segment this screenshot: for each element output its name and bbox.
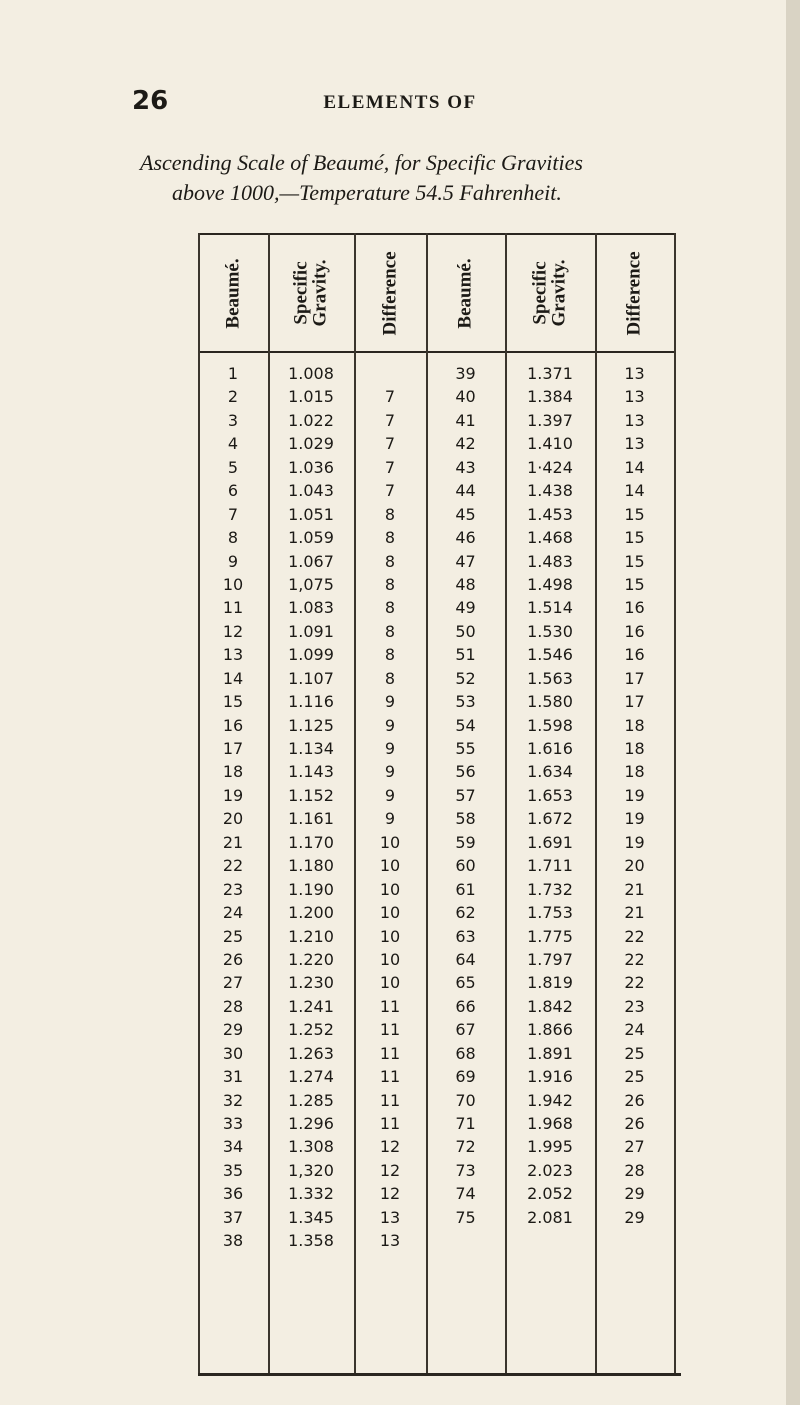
caption-line-2: above 1000,—Temperature 54.5 Fahrenheit. — [172, 180, 562, 205]
table-cell: 17 — [624, 692, 645, 712]
table-cell: 24 — [624, 1020, 645, 1040]
table-cell — [354, 362, 426, 385]
table-cell: 13 — [624, 387, 645, 407]
table-cell: 1.866 — [527, 1020, 573, 1040]
table-cell: 33 — [222, 1114, 244, 1133]
table-cell: 65 — [455, 973, 476, 993]
running-head — [0, 86, 800, 116]
table-cell: 1.563 — [527, 668, 573, 688]
table-cell: 7 — [384, 434, 396, 454]
table-cell: 64 — [455, 949, 476, 969]
table-cell: 1.842 — [527, 996, 573, 1016]
table-cell: 41 — [455, 410, 476, 430]
table-cell: 61 — [455, 879, 476, 899]
table-cell: 46 — [455, 528, 476, 548]
table-cell: 1.371 — [527, 364, 573, 383]
table-cell: 70 — [455, 1090, 476, 1110]
column-difference-right — [595, 362, 674, 1229]
table-cell: 62 — [455, 903, 476, 923]
table-cell: 66 — [455, 996, 476, 1016]
table-cell: 11 — [379, 1090, 401, 1110]
column-beaume-left — [198, 362, 268, 1253]
header-label: Specific — [291, 261, 312, 325]
table-cell: 9 — [384, 809, 396, 829]
table-cell: 51 — [455, 645, 476, 665]
table-cell: 13 — [379, 1231, 401, 1251]
table-cell: 29 — [222, 1020, 244, 1040]
table-cell: 1.263 — [288, 1043, 334, 1063]
table-cell: 11 — [222, 598, 244, 618]
table-top-rule — [198, 233, 676, 235]
table-cell: 1.252 — [288, 1020, 334, 1040]
table-cell: 8 — [384, 668, 396, 688]
table-cell: 13 — [624, 364, 645, 383]
table-cell: 10 — [379, 879, 401, 899]
header-label: Beaumé. — [222, 257, 244, 329]
table-cell: 25 — [624, 1043, 645, 1063]
table-cell: 24 — [222, 903, 244, 923]
table-cell: 1.099 — [288, 645, 334, 665]
table-cell: 1.116 — [288, 692, 334, 712]
table-cell: 16 — [624, 645, 645, 665]
gravity-table — [198, 233, 681, 1373]
table-cell: 67 — [455, 1020, 476, 1040]
table-cell: 15 — [624, 574, 645, 594]
table-cell: 15 — [222, 692, 244, 712]
table-cell: 12 — [379, 1160, 401, 1180]
column-divider — [674, 233, 676, 1373]
table-cell: 26 — [624, 1114, 645, 1133]
table-cell: 1.220 — [288, 949, 334, 969]
table-cell: 16 — [624, 621, 645, 641]
table-cell: 37 — [222, 1207, 244, 1227]
table-cell: 23 — [624, 996, 645, 1016]
table-cell: 1.067 — [288, 551, 334, 571]
table-cell: 1.125 — [288, 715, 334, 735]
table-cell: 18 — [624, 715, 645, 735]
table-cell: 10 — [379, 926, 401, 946]
table-cell: 43 — [455, 457, 476, 477]
table-cell: 42 — [455, 434, 476, 454]
table-cell: 21 — [624, 879, 645, 899]
table-cell: 31 — [222, 1067, 244, 1087]
table-cell: 25 — [222, 926, 244, 946]
header-difference-left — [354, 237, 426, 349]
table-cell: 54 — [455, 715, 476, 735]
table-cell: 19 — [624, 809, 645, 829]
table-cell: 47 — [455, 551, 476, 571]
table-cell: 26 — [624, 1090, 645, 1110]
table-cell: 9 — [384, 739, 396, 758]
table-cell: 68 — [455, 1043, 476, 1063]
table-cell: 49 — [455, 598, 476, 618]
table-cell: 32 — [222, 1090, 244, 1110]
table-cell: 63 — [455, 926, 476, 946]
column-beaume-right — [426, 362, 505, 1229]
table-cell: 1·424 — [527, 457, 573, 477]
table-cell: 58 — [455, 809, 476, 829]
header-specific-gravity-right — [505, 237, 595, 349]
table-cell: 10 — [222, 574, 244, 594]
table-cell: 20 — [222, 809, 244, 829]
header-label: Difference — [379, 250, 401, 336]
table-cell: 1.036 — [288, 457, 334, 477]
table-cell: 52 — [455, 668, 476, 688]
table-cell: 1.043 — [288, 481, 334, 501]
table-cell: 28 — [624, 1160, 645, 1180]
table-cell: 1.008 — [288, 364, 334, 383]
column-specific-gravity-right — [505, 362, 595, 1229]
table-cell: 1 — [227, 364, 239, 383]
table-cell: 72 — [455, 1137, 476, 1157]
table-cell: 1.190 — [288, 879, 334, 899]
table-cell: 1.332 — [288, 1184, 334, 1204]
running-head-title: ELEMENTS OF — [323, 92, 477, 113]
header-label: Beaumé. — [455, 257, 476, 329]
table-cell: 36 — [222, 1184, 244, 1204]
table-cell: 27 — [624, 1137, 645, 1157]
column-difference-left — [354, 362, 426, 1253]
table-cell: 10 — [379, 832, 401, 852]
table-cell: 18 — [222, 762, 244, 782]
table-cell: 9 — [384, 785, 396, 805]
table-cell: 22 — [624, 973, 645, 993]
table-cell: 44 — [455, 481, 476, 501]
table-bottom-rule — [198, 1373, 681, 1376]
table-cell: 1.029 — [288, 434, 334, 454]
table-cell: 2 — [227, 387, 239, 407]
table-cell: 50 — [455, 621, 476, 641]
header-label: Gravity. — [310, 259, 331, 327]
table-cell: 23 — [222, 879, 244, 899]
table-cell: 1.732 — [527, 879, 573, 899]
table-cell: 20 — [624, 856, 645, 876]
table-cell: 74 — [455, 1184, 476, 1204]
table-cell: 10 — [379, 903, 401, 923]
table-cell: 71 — [455, 1114, 476, 1133]
table-cell: 39 — [455, 364, 476, 383]
header-label: Gravity. — [549, 259, 570, 327]
table-cell: 3 — [227, 410, 239, 430]
table-cell: 1.397 — [527, 410, 573, 430]
table-cell: 1.968 — [527, 1114, 573, 1133]
table-cell: 7 — [384, 410, 396, 430]
table-cell: 14 — [624, 457, 645, 477]
header-label: Specific — [530, 261, 551, 325]
table-cell: 10 — [379, 949, 401, 969]
table-cell: 1.711 — [527, 856, 573, 876]
page-number: 26 — [132, 86, 169, 116]
table-cell: 1.022 — [288, 410, 334, 430]
table-cell: 11 — [379, 1114, 401, 1133]
page-edge — [786, 0, 800, 1405]
table-cell: 1.598 — [527, 715, 573, 735]
table-cell: 9 — [384, 762, 396, 782]
table-cell: 1.083 — [288, 598, 334, 618]
table-cell: 1.916 — [527, 1067, 573, 1087]
table-cell: 8 — [384, 551, 396, 571]
table-cell: 59 — [455, 832, 476, 852]
table-cell: 1.819 — [527, 973, 573, 993]
table-cell: 14 — [624, 481, 645, 501]
table-cell: 11 — [379, 1020, 401, 1040]
table-cell: 40 — [455, 387, 476, 407]
table-cell: 8 — [384, 528, 396, 548]
table-cell: 13 — [624, 410, 645, 430]
table-header-rule — [198, 351, 676, 353]
table-cell: 12 — [222, 621, 244, 641]
table-cell: 1.170 — [288, 832, 334, 852]
table-cell: 1,075 — [288, 574, 334, 594]
header-beaume-right — [426, 237, 505, 349]
table-cell: 1.410 — [527, 434, 573, 454]
table-cell: 1.358 — [288, 1231, 334, 1251]
table-cell: 8 — [384, 645, 396, 665]
table-cell: 9 — [227, 551, 239, 571]
table-cell: 48 — [455, 574, 476, 594]
table-cell: 30 — [222, 1043, 244, 1063]
header-label: Difference — [624, 250, 646, 336]
table-cell: 1.514 — [527, 598, 573, 618]
table-cell: 1.672 — [527, 809, 573, 829]
header-specific-gravity-left — [268, 237, 354, 349]
table-cell: 26 — [222, 949, 244, 969]
table-cell: 22 — [624, 926, 645, 946]
table-cell: 45 — [455, 504, 476, 524]
table-cell: 35 — [222, 1160, 244, 1180]
table-cell: 10 — [379, 973, 401, 993]
table-cell: 60 — [455, 856, 476, 876]
table-cell: 18 — [624, 739, 645, 758]
table-cell: 1.107 — [288, 668, 334, 688]
table-cell: 1.200 — [288, 903, 334, 923]
table-cell: 8 — [384, 621, 396, 641]
table-cell: 11 — [379, 1043, 401, 1063]
table-cell: 8 — [384, 504, 396, 524]
table-cell: 13 — [379, 1207, 401, 1227]
table-cell: 11 — [379, 1067, 401, 1087]
table-cell: 1.775 — [527, 926, 573, 946]
table-caption — [140, 148, 760, 208]
table-cell: 8 — [384, 574, 396, 594]
table-cell: 18 — [624, 762, 645, 782]
table-cell: 1.180 — [288, 856, 334, 876]
table-cell: 7 — [227, 504, 239, 524]
table-cell: 1,320 — [288, 1160, 334, 1180]
table-cell: 2.052 — [527, 1184, 573, 1204]
table-cell: 5 — [227, 457, 239, 477]
table-cell: 15 — [624, 504, 645, 524]
table-cell: 12 — [379, 1184, 401, 1204]
table-cell: 8 — [384, 598, 396, 618]
table-cell: 10 — [379, 856, 401, 876]
table-cell: 1.296 — [288, 1114, 334, 1133]
table-cell: 4 — [227, 434, 239, 454]
table-cell: 11 — [379, 996, 401, 1016]
table-cell: 19 — [624, 785, 645, 805]
table-cell: 16 — [222, 715, 244, 735]
table-cell: 38 — [222, 1231, 244, 1251]
table-cell: 1.438 — [527, 481, 573, 501]
table-cell: 28 — [222, 996, 244, 1016]
table-cell: 1.091 — [288, 621, 334, 641]
table-cell: 1.753 — [527, 903, 573, 923]
table-cell: 6 — [227, 481, 239, 501]
table-cell: 1.051 — [288, 504, 334, 524]
table-cell: 57 — [455, 785, 476, 805]
table-cell: 8 — [227, 528, 239, 548]
table-cell: 1.210 — [288, 926, 334, 946]
table-cell: 13 — [222, 645, 244, 665]
table-cell: 9 — [384, 715, 396, 735]
table-cell: 1.453 — [527, 504, 573, 524]
table-cell: 9 — [384, 692, 396, 712]
table-cell: 12 — [379, 1137, 401, 1157]
table-cell: 1.653 — [527, 785, 573, 805]
table-cell: 15 — [624, 528, 645, 548]
table-cell: 7 — [384, 481, 396, 501]
header-beaume-left — [198, 237, 268, 349]
table-cell: 17 — [624, 668, 645, 688]
table-cell: 25 — [624, 1067, 645, 1087]
table-cell: 1.384 — [527, 387, 573, 407]
table-cell: 2.081 — [527, 1207, 573, 1227]
table-cell: 29 — [624, 1184, 645, 1204]
column-specific-gravity-left — [268, 362, 354, 1253]
table-cell: 1.498 — [527, 574, 573, 594]
header-difference-right — [595, 237, 674, 349]
table-cell: 1.995 — [527, 1137, 573, 1157]
table-cell: 1.285 — [288, 1090, 334, 1110]
table-cell: 1.891 — [527, 1043, 573, 1063]
table-cell: 1.143 — [288, 762, 334, 782]
table-cell: 1.241 — [288, 996, 334, 1016]
table-cell: 1.634 — [527, 762, 573, 782]
table-cell: 7 — [384, 387, 396, 407]
table-cell: 56 — [455, 762, 476, 782]
table-cell: 13 — [624, 434, 645, 454]
table-cell: 1.015 — [288, 387, 334, 407]
table-cell: 15 — [624, 551, 645, 571]
table-cell: 21 — [624, 903, 645, 923]
table-cell: 1.691 — [527, 832, 573, 852]
table-cell: 1.797 — [527, 949, 573, 969]
caption-line-1: Ascending Scale of Beaumé, for Specific Gravities — [140, 150, 583, 175]
table-cell: 1.580 — [527, 692, 573, 712]
table-cell: 75 — [455, 1207, 476, 1227]
table-cell: 14 — [222, 668, 244, 688]
table-cell: 53 — [455, 692, 476, 712]
table-cell: 1.483 — [527, 551, 573, 571]
table-cell: 1.468 — [527, 528, 573, 548]
table-cell: 21 — [222, 832, 244, 852]
table-cell: 1.152 — [288, 785, 334, 805]
table-cell: 34 — [222, 1137, 244, 1157]
table-cell: 1.059 — [288, 528, 334, 548]
table-cell: 19 — [624, 832, 645, 852]
table-cell: 1.530 — [527, 621, 573, 641]
table-cell: 55 — [455, 739, 476, 758]
table-cell: 1.345 — [288, 1207, 334, 1227]
table-cell: 1.616 — [527, 739, 573, 758]
table-cell: 27 — [222, 973, 244, 993]
table-cell: 1.161 — [288, 809, 334, 829]
table-cell: 1.942 — [527, 1090, 573, 1110]
table-cell: 2.023 — [527, 1160, 573, 1180]
table-cell: 7 — [384, 457, 396, 477]
table-cell: 22 — [624, 949, 645, 969]
table-cell: 1.134 — [288, 739, 334, 758]
table-cell: 1.308 — [288, 1137, 334, 1157]
table-cell: 29 — [624, 1207, 645, 1227]
table-cell: 22 — [222, 856, 244, 876]
table-cell: 73 — [455, 1160, 476, 1180]
table-cell: 1.274 — [288, 1067, 334, 1087]
table-cell: 1.546 — [527, 645, 573, 665]
table-cell: 17 — [222, 739, 244, 758]
table-cell: 1.230 — [288, 973, 334, 993]
table-cell: 16 — [624, 598, 645, 618]
table-cell: 69 — [455, 1067, 476, 1087]
table-cell: 19 — [222, 785, 244, 805]
